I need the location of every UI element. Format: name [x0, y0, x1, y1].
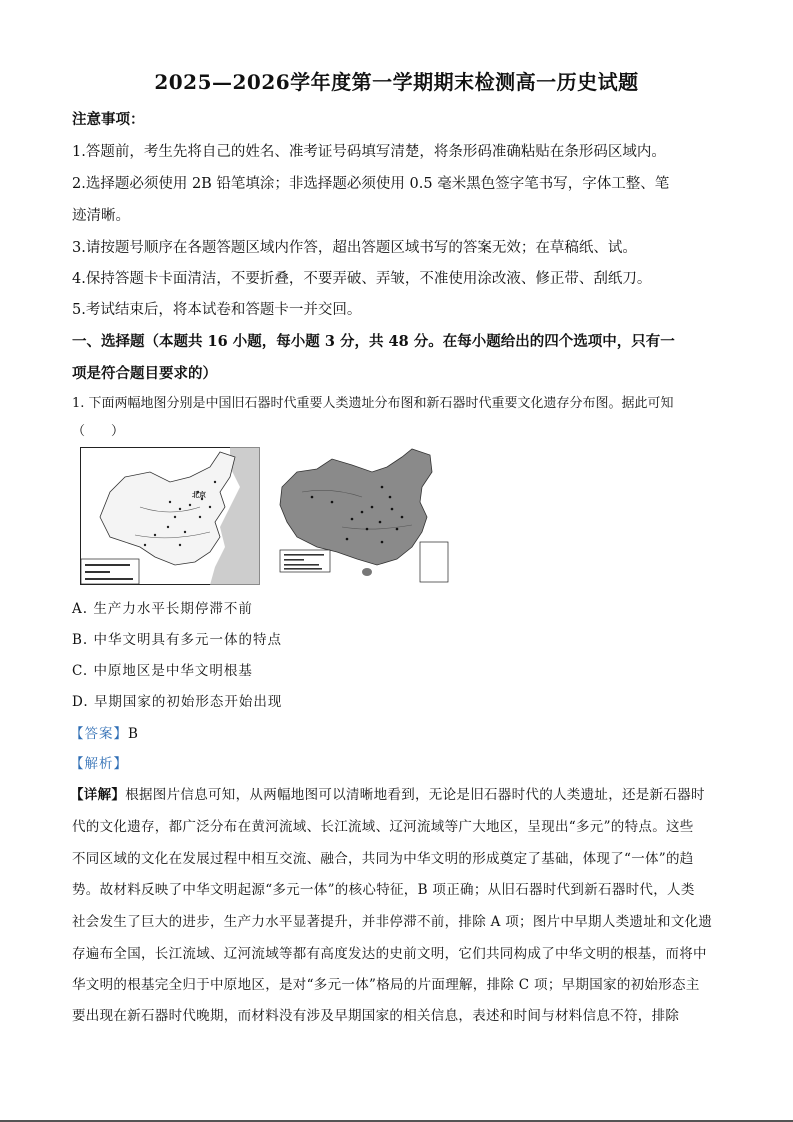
- option-a: A. 生产力水平长期停滞不前: [72, 601, 253, 617]
- page-title: 2025—2026学年度第一学期期末检测高一历史试题: [154, 70, 639, 94]
- notice-item: 1.答题前，考生先将自己的姓名、准考证号码填写清楚，将条形码准确粘贴在条形码区域内。: [72, 144, 666, 160]
- analysis-line: 势。故材料反映了中华文明起源“多元一体”的核心特征，B 项正确；从旧石器时代到新石器时代，人类: [72, 882, 695, 898]
- analysis-line: 不同区域的文化在发展过程中相互交流、融合，共同为中华文明的形成奠定了基础，体现了“一体”的趋: [72, 851, 694, 867]
- notice-item: 迹清晰。: [72, 208, 130, 224]
- south-sea-inset: [420, 542, 448, 582]
- section-heading: 一、选择题（本题共 16 小题，每小题 3 分，共 48 分。在每小题给出的四个选项中，只有一: [72, 333, 675, 350]
- analysis-label: 【解析】: [70, 756, 128, 772]
- analysis-line: 代的文化遗存，都广泛分布在黄河流域、长江流域、辽河流域等广大地区，呈现出“多元”的特点。这些: [72, 819, 694, 835]
- question-stem: 1. 下面两幅地图分别是中国旧石器时代重要人类遗址分布图和新石器时代重要文化遗存分布图。据此可知: [72, 396, 674, 411]
- paleolithic-map: [80, 447, 260, 585]
- option-b: B. 中华文明具有多元一体的特点: [72, 632, 283, 648]
- analysis-line: 社会发生了巨大的进步，生产力水平显著提升，并非停滞不前，排除 A 项；图片中早期人类遗址和文化遗: [72, 914, 713, 930]
- analysis-line: 要出现在新石器时代晚期，而材料没有涉及早期国家的相关信息，表述和时间与材料信息不符，排除: [72, 1008, 680, 1024]
- section-heading-cont: 项是符合题目要求的）: [72, 365, 217, 382]
- answer-label: 【答案】: [70, 726, 128, 742]
- notice-item: 3.请按题号顺序在各题答题区域内作答，超出答题区域书写的答案无效；在草稿纸、试。: [72, 240, 637, 256]
- answer-line: [70, 722, 730, 742]
- notice-item: 4.保持答题卡卡面清洁，不要折叠，不要弄破、弄皱，不准使用涂改液、修正带、刮纸刀。: [72, 271, 652, 287]
- option-d: D. 早期国家的初始形态开始出现: [72, 694, 283, 710]
- notice-heading: 注意事项：: [72, 111, 145, 128]
- notice-item: 2.选择题必须使用 2B 铅笔填涂；非选择题必须使用 0.5 毫米黑色签字笔书写，字体工整、笔: [72, 176, 670, 192]
- map-label-beijing: 北京: [192, 490, 206, 499]
- analysis-line: 华文明的根基完全归于中原地区，是对“多元一体”格局的片面理解，排除 C 项；早期国家的初始形态主: [72, 977, 700, 993]
- answer-value: B: [128, 726, 139, 742]
- question-bracket: （ ）: [72, 424, 125, 439]
- analysis-line: 存遍布全国，长江流域、辽河流域等都有高度发达的史前文明，它们共同构成了中华文明的根基，而将中: [72, 946, 707, 962]
- analysis-line: 【详解】根据图片信息可知，从两幅地图可以清晰地看到，无论是旧石器时代的人类遗址，还是新石器时: [70, 787, 705, 803]
- option-c: C. 中原地区是中华文明根基: [72, 663, 253, 679]
- notice-item: 5.考试结束后，将本试卷和答题卡一并交回。: [72, 302, 362, 318]
- neolithic-map: [272, 447, 452, 585]
